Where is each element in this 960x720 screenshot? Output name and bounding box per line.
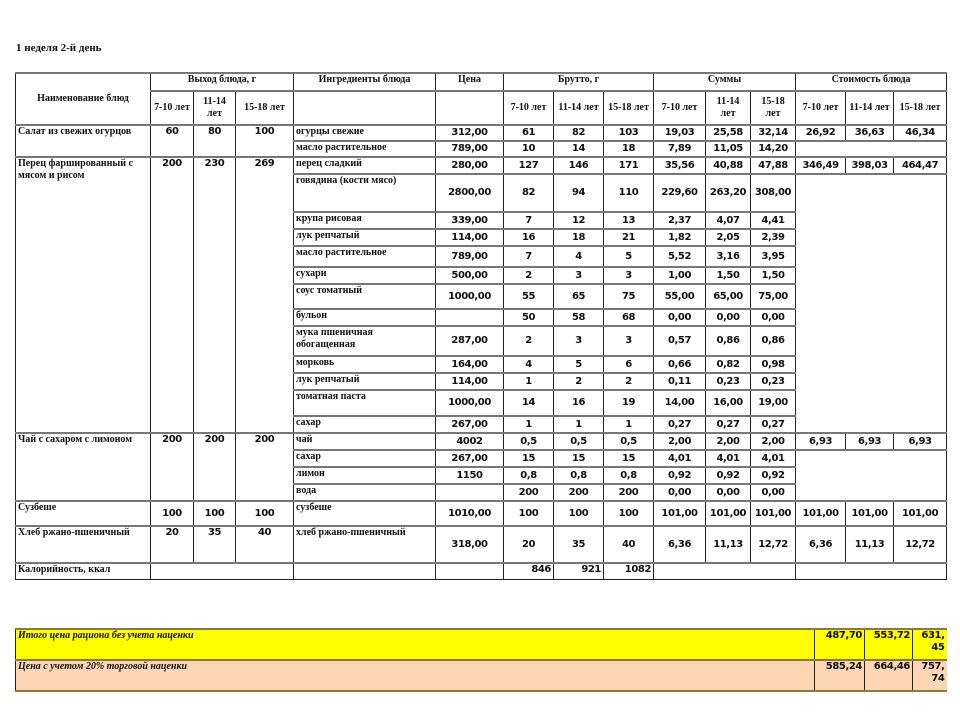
ingredient-brutto-15-18: 0,5 [604,433,654,450]
header-brutto: Брутто, г [504,73,654,91]
header-price: Цена [436,73,504,91]
ingredient-price: 500,00 [436,267,504,284]
dish-cost-15-18: 6,93 [894,433,947,450]
ingredient-sum-11-14: 3,16 [706,246,751,267]
ingredient-sum-11-14: 101,00 [706,501,751,526]
ingredient-brutto-7-10: 0,8 [504,467,554,484]
ingredient-sum-11-14: 0,82 [706,356,751,373]
ingredient-name: крупа рисовая [294,212,436,229]
dish-cost-blank [796,450,947,501]
ingredient-brutto-7-10: 1 [504,416,554,433]
dish-cost-7-10: 6,93 [796,433,846,450]
ingredient-brutto-11-14: 0,5 [554,433,604,450]
ingredient-brutto-7-10: 7 [504,246,554,267]
ingredient-brutto-7-10: 50 [504,309,554,326]
ingredient-price: 164,00 [436,356,504,373]
ingredient-price: 789,00 [436,246,504,267]
ingredient-name: вода [294,484,436,501]
dish-name: Перец фаршированный с мясом и рисом [16,157,151,433]
ingredient-sum-11-14: 2,00 [706,433,751,450]
ingredient-sum-15-18: 47,88 [751,157,796,174]
ingredient-name: сахар [294,416,436,433]
ingredient-sum-11-14: 25,58 [706,125,751,141]
dish-output-15-18: 269 [236,157,294,433]
header-dish-name: Наименование блюд [16,73,151,125]
ingredient-brutto-15-18: 3 [604,267,654,284]
ingredient-sum-7-10: 14,00 [654,390,706,416]
ingredient-sum-7-10: 101,00 [654,501,706,526]
ingredient-price: 4002 [436,433,504,450]
dish-cost-7-10: 26,92 [796,125,846,141]
table-row [16,125,947,141]
ingredient-sum-11-14: 11,05 [706,141,751,157]
ingredient-brutto-7-10: 2 [504,267,554,284]
ingredient-sum-15-18: 75,00 [751,284,796,309]
menu-table [15,72,947,580]
total-label: Итого цена рациона без учета наценки [16,629,815,660]
ingredient-brutto-15-18: 6 [604,356,654,373]
ingredient-name: чай [294,433,436,450]
ingredient-sum-15-18: 32,14 [751,125,796,141]
ingredient-sum-11-14: 2,05 [706,229,751,246]
ingredient-sum-7-10: 0,11 [654,373,706,390]
dish-cost-15-18: 101,00 [894,501,947,526]
ingredient-sum-11-14: 0,92 [706,467,751,484]
ingredient-brutto-7-10: 200 [504,484,554,501]
ingredient-sum-15-18: 1,50 [751,267,796,284]
ingredient-price: 318,00 [436,526,504,563]
ingredient-name: масло растительное [294,246,436,267]
ingredient-brutto-7-10: 55 [504,284,554,309]
ingredient-sum-11-14: 65,00 [706,284,751,309]
header-brutto-7-10: 7-10 лет [504,91,554,125]
ingredient-brutto-15-18: 2 [604,373,654,390]
dish-name: Сузбеше [16,501,151,526]
dish-cost-blank [796,141,947,157]
dish-name: Хлеб ржано-пшеничный [16,526,151,563]
ingredient-sum-7-10: 19,03 [654,125,706,141]
total-row [16,629,947,660]
ingredient-price [436,484,504,501]
header-row-2 [16,91,947,125]
ingredient-brutto-11-14: 18 [554,229,604,246]
ingredient-brutto-15-18: 5 [604,246,654,267]
ingredient-sum-11-14: 1,50 [706,267,751,284]
ingredient-sum-15-18: 4,01 [751,450,796,467]
dish-output-7-10: 200 [151,157,194,433]
ingredient-sum-11-14: 0,23 [706,373,751,390]
calories-7-10: 846 [504,563,554,579]
ingredient-sum-11-14: 0,00 [706,309,751,326]
ingredient-brutto-7-10: 4 [504,356,554,373]
ingredient-name: мука пшеничная обогащенная [294,326,436,356]
ingredient-brutto-7-10: 0,5 [504,433,554,450]
ingredient-sum-11-14: 0,27 [706,416,751,433]
page-title: 1 неделя 2-й день [16,42,102,54]
ingredient-name: масло растительное [294,141,436,157]
ingredient-name: соус томатный [294,284,436,309]
ingredient-sum-15-18: 2,39 [751,229,796,246]
dish-output-15-18: 40 [236,526,294,563]
ingredient-brutto-11-14: 15 [554,450,604,467]
ingredient-brutto-7-10: 2 [504,326,554,356]
markup-label: Цена с учетом 20% торговой наценки [16,660,815,691]
ingredient-name: сахар [294,450,436,467]
header-sum-7-10: 7-10 лет [654,91,706,125]
calories-empty-output [151,563,294,579]
dish-output-11-14: 35 [194,526,236,563]
ingredient-brutto-15-18: 100 [604,501,654,526]
ingredient-sum-7-10: 4,01 [654,450,706,467]
ingredient-name: хлеб ржано-пшеничный [294,526,436,563]
dish-output-7-10: 200 [151,433,194,501]
ingredient-price: 312,00 [436,125,504,141]
header-sum-11-14: 11-14 лет [706,91,751,125]
dish-cost-7-10: 101,00 [796,501,846,526]
ingredient-sum-11-14: 11,13 [706,526,751,563]
ingredient-name: лук репчатый [294,373,436,390]
ingredient-price: 267,00 [436,450,504,467]
ingredient-brutto-15-18: 15 [604,450,654,467]
header-output-7-10: 7-10 лет [151,91,194,125]
ingredient-price: 114,00 [436,229,504,246]
ingredient-sum-15-18: 0,86 [751,326,796,356]
dish-cost-7-10: 6,36 [796,526,846,563]
header-cost-7-10: 7-10 лет [796,91,846,125]
ingredient-brutto-11-14: 146 [554,157,604,174]
dish-cost-11-14: 36,63 [846,125,894,141]
dish-output-7-10: 20 [151,526,194,563]
ingredient-brutto-11-14: 3 [554,326,604,356]
table-row [16,157,947,174]
ingredient-brutto-15-18: 1 [604,416,654,433]
dish-output-11-14: 230 [194,157,236,433]
ingredient-price: 1150 [436,467,504,484]
dish-cost-15-18: 464,47 [894,157,947,174]
ingredient-sum-15-18: 2,00 [751,433,796,450]
ingredient-sum-11-14: 4,01 [706,450,751,467]
header-sum-15-18: 15-18 лет [751,91,796,125]
ingredient-price: 1010,00 [436,501,504,526]
ingredient-brutto-11-14: 58 [554,309,604,326]
ingredient-price: 287,00 [436,326,504,356]
ingredient-sum-7-10: 0,66 [654,356,706,373]
ingredient-brutto-11-14: 16 [554,390,604,416]
ingredient-brutto-15-18: 171 [604,157,654,174]
ingredient-sum-15-18: 308,00 [751,174,796,212]
ingredient-sum-15-18: 0,23 [751,373,796,390]
ingredient-sum-15-18: 0,27 [751,416,796,433]
header-output-15-18: 15-18 лет [236,91,294,125]
ingredient-sum-7-10: 0,57 [654,326,706,356]
ingredient-brutto-11-14: 0,8 [554,467,604,484]
ingredient-sum-11-14: 16,00 [706,390,751,416]
ingredient-sum-15-18: 101,00 [751,501,796,526]
header-cost-15-18: 15-18 лет [894,91,947,125]
ingredient-brutto-11-14: 65 [554,284,604,309]
ingredient-brutto-11-14: 100 [554,501,604,526]
dish-output-7-10: 100 [151,501,194,526]
ingredient-brutto-7-10: 61 [504,125,554,141]
total-value-15-18: 631,45 [913,629,947,660]
dish-output-7-10: 60 [151,125,194,157]
dish-output-11-14: 200 [194,433,236,501]
calories-label: Калорийность, ккал [16,563,151,579]
table-row [16,501,947,526]
dish-cost-15-18: 12,72 [894,526,947,563]
dish-cost-7-10: 346,49 [796,157,846,174]
ingredient-price: 114,00 [436,373,504,390]
ingredient-price: 339,00 [436,212,504,229]
ingredient-sum-7-10: 5,52 [654,246,706,267]
dish-output-15-18: 100 [236,501,294,526]
ingredient-brutto-11-14: 200 [554,484,604,501]
markup-value-11-14: 664,46 [865,660,913,691]
ingredient-sum-11-14: 4,07 [706,212,751,229]
dish-cost-11-14: 11,13 [846,526,894,563]
ingredient-brutto-11-14: 35 [554,526,604,563]
ingredient-sum-7-10: 2,37 [654,212,706,229]
ingredient-sum-11-14: 40,88 [706,157,751,174]
header-row-1 [16,73,947,91]
ingredient-brutto-11-14: 3 [554,267,604,284]
dish-output-11-14: 80 [194,125,236,157]
totals-table [15,628,947,692]
header-ingredients: Ингредиенты блюда [294,73,436,91]
ingredient-price: 267,00 [436,416,504,433]
calories-empty-sum [654,563,796,579]
ingredient-name: говядина (кости мясо) [294,174,436,212]
calories-11-14: 921 [554,563,604,579]
ingredient-brutto-11-14: 2 [554,373,604,390]
ingredient-brutto-15-18: 68 [604,309,654,326]
header-brutto-15-18: 15-18 лет [604,91,654,125]
header-output-11-14: 11-14 лет [194,91,236,125]
ingredient-sum-11-14: 0,86 [706,326,751,356]
ingredient-name: лук репчатый [294,229,436,246]
dish-output-15-18: 100 [236,125,294,157]
ingredient-brutto-7-10: 16 [504,229,554,246]
ingredient-sum-15-18: 0,92 [751,467,796,484]
ingredient-sum-11-14: 263,20 [706,174,751,212]
ingredient-name: томатная паста [294,390,436,416]
header-output: Выход блюда, г [151,73,294,91]
ingredient-sum-15-18: 0,98 [751,356,796,373]
markup-row [16,660,947,691]
ingredient-brutto-7-10: 10 [504,141,554,157]
ingredient-sum-7-10: 35,56 [654,157,706,174]
header-empty-price [436,91,504,125]
ingredient-price: 280,00 [436,157,504,174]
calories-empty-ingredient [294,563,436,579]
ingredient-sum-15-18: 3,95 [751,246,796,267]
ingredient-price: 789,00 [436,141,504,157]
ingredient-brutto-7-10: 82 [504,174,554,212]
dish-output-15-18: 200 [236,433,294,501]
dish-name: Чай с сахаром с лимоном [16,433,151,501]
header-brutto-11-14: 11-14 лет [554,91,604,125]
ingredient-brutto-7-10: 100 [504,501,554,526]
ingredient-name: сухари [294,267,436,284]
ingredient-name: морковь [294,356,436,373]
ingredient-name: бульон [294,309,436,326]
ingredient-sum-15-18: 0,00 [751,484,796,501]
dish-cost-15-18: 46,34 [894,125,947,141]
dish-output-11-14: 100 [194,501,236,526]
dish-cost-11-14: 101,00 [846,501,894,526]
markup-value-7-10: 585,24 [815,660,865,691]
header-sum: Суммы [654,73,796,91]
calories-row [16,563,947,579]
ingredient-sum-15-18: 4,41 [751,212,796,229]
ingredient-brutto-15-18: 103 [604,125,654,141]
ingredient-name: сузбеше [294,501,436,526]
ingredient-brutto-15-18: 21 [604,229,654,246]
table-row [16,433,947,450]
ingredient-brutto-15-18: 19 [604,390,654,416]
ingredient-brutto-15-18: 40 [604,526,654,563]
ingredient-price: 2800,00 [436,174,504,212]
ingredient-sum-7-10: 0,27 [654,416,706,433]
ingredient-brutto-11-14: 14 [554,141,604,157]
ingredient-brutto-11-14: 4 [554,246,604,267]
ingredient-sum-7-10: 7,89 [654,141,706,157]
ingredient-sum-15-18: 0,00 [751,309,796,326]
ingredient-brutto-15-18: 200 [604,484,654,501]
ingredient-brutto-7-10: 20 [504,526,554,563]
ingredient-price [436,309,504,326]
ingredient-price: 1000,00 [436,390,504,416]
ingredient-name: огурцы свежие [294,125,436,141]
ingredient-price: 1000,00 [436,284,504,309]
ingredient-brutto-15-18: 18 [604,141,654,157]
ingredient-sum-7-10: 2,00 [654,433,706,450]
ingredient-brutto-11-14: 82 [554,125,604,141]
dish-cost-blank [796,174,947,433]
ingredient-sum-7-10: 6,36 [654,526,706,563]
ingredient-brutto-15-18: 0,8 [604,467,654,484]
ingredient-brutto-11-14: 94 [554,174,604,212]
ingredient-sum-15-18: 19,00 [751,390,796,416]
header-cost-11-14: 11-14 лет [846,91,894,125]
ingredient-sum-15-18: 14,20 [751,141,796,157]
ingredient-brutto-7-10: 1 [504,373,554,390]
markup-value-15-18: 757,74 [913,660,947,691]
ingredient-brutto-15-18: 3 [604,326,654,356]
ingredient-sum-7-10: 1,82 [654,229,706,246]
ingredient-brutto-11-14: 12 [554,212,604,229]
ingredient-brutto-7-10: 127 [504,157,554,174]
total-value-11-14: 553,72 [865,629,913,660]
header-cost: Стоимость блюда [796,73,947,91]
total-value-7-10: 487,70 [815,629,865,660]
ingredient-brutto-7-10: 15 [504,450,554,467]
dish-name: Салат из свежих огурцов [16,125,151,157]
dish-cost-11-14: 398,03 [846,157,894,174]
ingredient-brutto-11-14: 5 [554,356,604,373]
ingredient-sum-7-10: 229,60 [654,174,706,212]
ingredient-name: лимон [294,467,436,484]
ingredient-brutto-7-10: 7 [504,212,554,229]
dish-cost-11-14: 6,93 [846,433,894,450]
header-empty-ingredients [294,91,436,125]
ingredient-sum-7-10: 1,00 [654,267,706,284]
ingredient-sum-7-10: 0,92 [654,467,706,484]
ingredient-brutto-15-18: 13 [604,212,654,229]
ingredient-name: перец сладкий [294,157,436,174]
ingredient-sum-15-18: 12,72 [751,526,796,563]
ingredient-brutto-7-10: 14 [504,390,554,416]
ingredient-sum-7-10: 0,00 [654,309,706,326]
ingredient-sum-7-10: 55,00 [654,284,706,309]
ingredient-sum-7-10: 0,00 [654,484,706,501]
ingredient-brutto-15-18: 75 [604,284,654,309]
calories-empty-price [436,563,504,579]
ingredient-brutto-11-14: 1 [554,416,604,433]
ingredient-sum-11-14: 0,00 [706,484,751,501]
calories-15-18: 1082 [604,563,654,579]
calories-empty-cost [796,563,947,579]
table-row [16,526,947,563]
ingredient-brutto-15-18: 110 [604,174,654,212]
